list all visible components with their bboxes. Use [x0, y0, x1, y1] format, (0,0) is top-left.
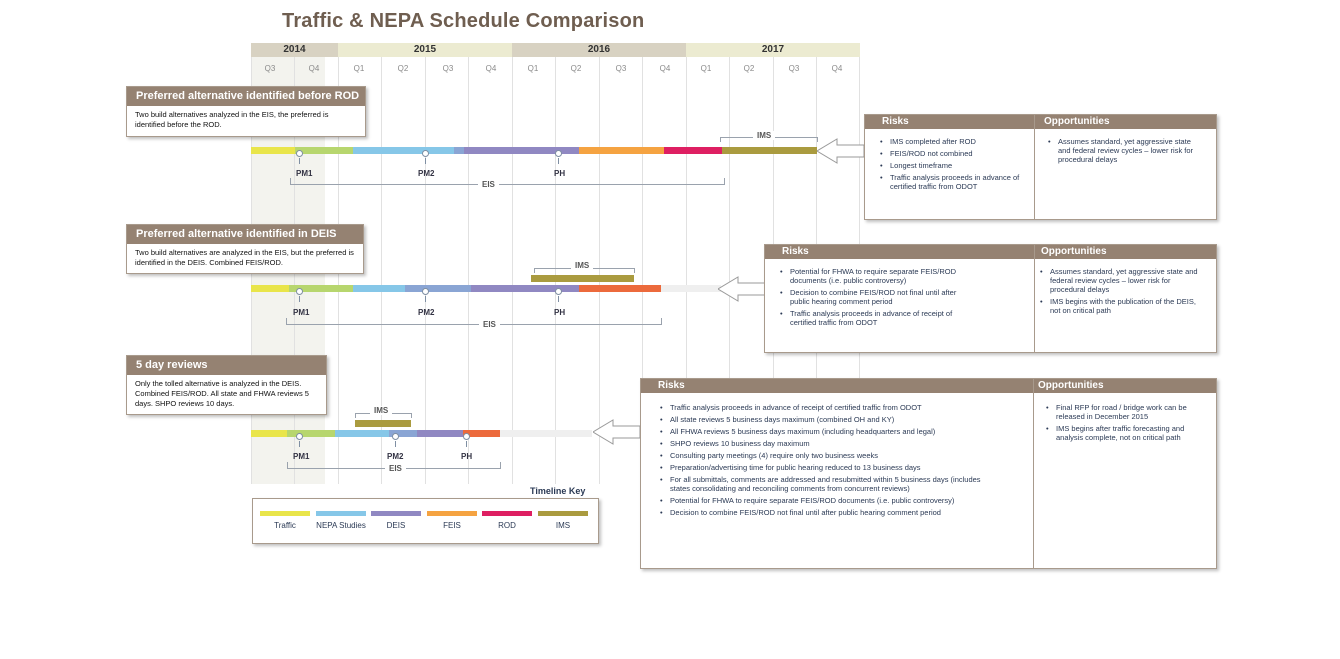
bar-feis-rod	[579, 285, 661, 292]
key-label: DEIS	[386, 521, 406, 530]
scenario-3-risk-panel	[640, 378, 1217, 569]
risk-item: • Potential for FHWA to require separate FEIS/ROD documents (i.e. public controversy)	[657, 496, 997, 505]
quarter-label: Q3	[788, 64, 800, 73]
year-2015: 2015	[338, 43, 512, 57]
bar-traffic	[251, 430, 287, 437]
bar-remaining	[661, 285, 721, 292]
timeline-key	[252, 498, 599, 544]
opportunities-header	[1035, 245, 1216, 259]
risk-item: • Decision to combine FEIS/ROD not final until after public hearing comment period	[777, 288, 977, 306]
bar-traffic-nepa-overlap	[295, 147, 353, 154]
eis-span-label: EIS	[478, 180, 499, 189]
scenario-1-box	[126, 86, 366, 137]
quarter-label: Q2	[397, 64, 409, 73]
milestone-pm2	[422, 150, 429, 157]
risk-item: • Traffic analysis proceeds in advance of receipt of certified traffic from ODOT	[657, 403, 997, 412]
milestone-stem	[299, 441, 300, 447]
ims-span-label: IMS	[370, 406, 392, 415]
risk-item: • All FHWA reviews 5 business days maximum (including headquarters and legal)	[657, 427, 997, 436]
milestone-ph	[463, 433, 470, 440]
milestone-stem	[466, 441, 467, 447]
key-item-ims	[538, 511, 588, 530]
risks-header	[641, 379, 1033, 393]
milestone-stem	[558, 158, 559, 164]
key-swatch	[316, 511, 366, 516]
quarter-label: Q3	[615, 64, 627, 73]
risk-item: • Decision to combine FEIS/ROD not final until after public hearing comment period	[657, 508, 997, 517]
opportunities-list	[1045, 137, 1205, 167]
bar-nepa-studies	[353, 285, 405, 292]
bar-nepa-studies	[353, 147, 461, 154]
timeline-key-title: Timeline Key	[530, 486, 586, 496]
grid-line	[468, 57, 469, 484]
scenario-2-description: Two build alternatives are analyzed in the EIS, but the preferred is identified in the DEIS. Combined FEIS/ROD.	[135, 248, 354, 267]
risk-item: • SHPO reviews 10 business day maximum	[657, 439, 997, 448]
milestone-pm1-label: PM1	[293, 452, 310, 461]
milestone-ph-label: PH	[554, 308, 566, 317]
opportunity-item: • IMS begins with the publication of the DEIS, not on critical path	[1037, 297, 1207, 315]
milestone-pm2-label: PM2	[418, 169, 435, 178]
year-2014: 2014	[251, 43, 338, 57]
bar-ims	[531, 275, 634, 282]
scenario-2-risk-panel	[764, 244, 1217, 353]
milestone-pm1	[296, 433, 303, 440]
bar-deis	[417, 430, 463, 437]
key-item-traffic	[260, 511, 310, 530]
milestone-stem	[558, 296, 559, 302]
milestone-stem	[299, 158, 300, 164]
key-label: Traffic	[274, 521, 296, 530]
scenario-3-title: 5 day reviews	[127, 356, 326, 375]
key-label: IMS	[555, 521, 571, 530]
risks-title: Risks	[658, 380, 685, 391]
bar-ims	[722, 147, 817, 154]
milestone-pm2	[392, 433, 399, 440]
milestone-ph-label: PH	[554, 169, 566, 178]
milestone-ph-label: PH	[461, 452, 473, 461]
milestone-pm1	[296, 288, 303, 295]
key-label: FEIS	[443, 521, 461, 530]
eis-span-bracket	[290, 178, 725, 185]
risks-title: Risks	[882, 116, 909, 127]
milestone-pm1-label: PM1	[293, 308, 310, 317]
eis-span-label: EIS	[479, 320, 500, 329]
key-item-feis	[427, 511, 477, 530]
key-swatch	[427, 511, 477, 516]
ims-span-label: IMS	[571, 261, 593, 270]
scenario-2-title: Preferred alternative identified in DEIS	[127, 225, 363, 244]
bar-feis	[579, 147, 664, 154]
opportunities-header	[1035, 115, 1216, 129]
column-divider	[1034, 245, 1035, 352]
column-divider	[1033, 379, 1034, 568]
bar-nepa-deis-overlap	[454, 147, 464, 154]
bar-rod	[664, 147, 722, 154]
column-divider	[1034, 115, 1035, 219]
scenario-1-arrow	[817, 138, 865, 164]
page-title: Traffic & NEPA Schedule Comparison	[282, 10, 645, 32]
quarter-label: Q3	[264, 64, 276, 73]
risks-list	[777, 267, 977, 330]
milestone-stem	[395, 441, 396, 447]
scenario-1-description: Two build alternatives analyzed in the EIS, the preferred is identified before the ROD.	[135, 110, 329, 129]
risk-item: • Longest timeframe	[877, 161, 1027, 170]
risks-header	[865, 115, 1034, 129]
grid-line	[512, 57, 513, 484]
opportunity-item: • IMS begins after traffic forecasting and analysis complete, not on critical path	[1043, 424, 1203, 442]
scenario-3-box	[126, 355, 327, 415]
quarter-label: Q2	[570, 64, 582, 73]
risk-item: • Preparation/advertising time for public hearing reduced to 13 business days	[657, 463, 997, 472]
risk-item: • Traffic analysis proceeds in advance of receipt of certified traffic from ODOT	[777, 309, 977, 327]
milestone-stem	[425, 296, 426, 302]
bar-ims	[355, 420, 411, 427]
key-label: NEPA Studies	[316, 521, 366, 530]
opportunities-list	[1043, 403, 1203, 445]
quarter-label: Q1	[527, 64, 539, 73]
quarter-label: Q4	[308, 64, 320, 73]
scenario-2-arrow	[718, 276, 766, 302]
quarter-label: Q1	[700, 64, 712, 73]
risk-item: • FEIS/ROD not combined	[877, 149, 1027, 158]
bar-nepa-studies	[335, 430, 389, 437]
opportunity-item: • Final RFP for road / bridge work can be released in December 2015	[1043, 403, 1203, 421]
risk-item: • Traffic analysis proceeds in advance of certified traffic from ODOT	[877, 173, 1027, 191]
bar-deis	[471, 285, 579, 292]
risk-item: • Consulting party meetings (4) require only two business weeks	[657, 451, 997, 460]
ims-span-label: IMS	[753, 131, 775, 140]
key-item-nepa-studies	[316, 511, 366, 530]
opportunities-list	[1037, 267, 1207, 318]
opportunities-title: Opportunities	[1044, 116, 1110, 127]
eis-span-label: EIS	[385, 464, 406, 473]
bar-traffic	[251, 147, 295, 154]
milestone-pm1-label: PM1	[296, 169, 313, 178]
quarter-label: Q4	[831, 64, 843, 73]
opportunities-title: Opportunities	[1041, 246, 1107, 257]
key-swatch	[538, 511, 588, 516]
bar-traffic	[251, 285, 289, 292]
milestone-stem	[299, 296, 300, 302]
bar-remaining	[500, 430, 592, 437]
scenario-3-arrow	[593, 419, 641, 445]
quarter-label: Q3	[442, 64, 454, 73]
milestone-ph	[555, 288, 562, 295]
risks-list	[657, 403, 997, 520]
risk-item: • All state reviews 5 business days maximum (combined OH and KY)	[657, 415, 997, 424]
milestone-pm2-label: PM2	[387, 452, 404, 461]
milestone-pm1	[296, 150, 303, 157]
milestone-pm2	[422, 288, 429, 295]
quarter-label: Q4	[485, 64, 497, 73]
year-2017: 2017	[686, 43, 860, 57]
quarter-label: Q4	[659, 64, 671, 73]
key-item-rod	[482, 511, 532, 530]
scenario-3-description: Only the tolled alternative is analyzed in the DEIS. Combined FEIS/ROD. All state and FHWA reviews 5 days. SHPO reviews 10 days.	[135, 379, 309, 408]
milestone-ph	[555, 150, 562, 157]
risk-item: • For all submittals, comments are addressed and resubmitted within 5 business days (includes states consolidating and reconciling comments from concurrent reviews)	[657, 475, 997, 493]
key-swatch	[260, 511, 310, 516]
opportunities-title: Opportunities	[1038, 380, 1104, 391]
year-2016: 2016	[512, 43, 686, 57]
scenario-1-risk-panel	[864, 114, 1217, 220]
risk-item: • Potential for FHWA to require separate FEIS/ROD documents (i.e. public controversy)	[777, 267, 977, 285]
quarter-label: Q1	[353, 64, 365, 73]
milestone-pm2-label: PM2	[418, 308, 435, 317]
risks-list	[877, 137, 1027, 194]
opportunity-item: • Assumes standard, yet aggressive state and federal review cycles – lower risk for procedural delays	[1037, 267, 1207, 294]
key-swatch	[371, 511, 421, 516]
milestone-stem	[425, 158, 426, 164]
key-label: ROD	[498, 521, 516, 530]
scenario-1-title: Preferred alternative identified before ROD	[127, 87, 365, 106]
quarter-label: Q2	[743, 64, 755, 73]
risks-title: Risks	[782, 246, 809, 257]
bar-nepa-deis-overlap	[405, 285, 471, 292]
bar-traffic-nepa-overlap	[287, 430, 335, 437]
opportunities-header	[1034, 379, 1216, 393]
grid-line	[425, 57, 426, 484]
key-item-deis	[371, 511, 421, 530]
opportunity-item: • Assumes standard, yet aggressive state and federal review cycles – lower risk for procedural delays	[1045, 137, 1205, 164]
risk-item: • IMS completed after ROD	[877, 137, 1027, 146]
key-swatch	[482, 511, 532, 516]
scenario-2-box	[126, 224, 364, 274]
eis-span-bracket	[286, 318, 662, 325]
risks-header	[765, 245, 1034, 259]
